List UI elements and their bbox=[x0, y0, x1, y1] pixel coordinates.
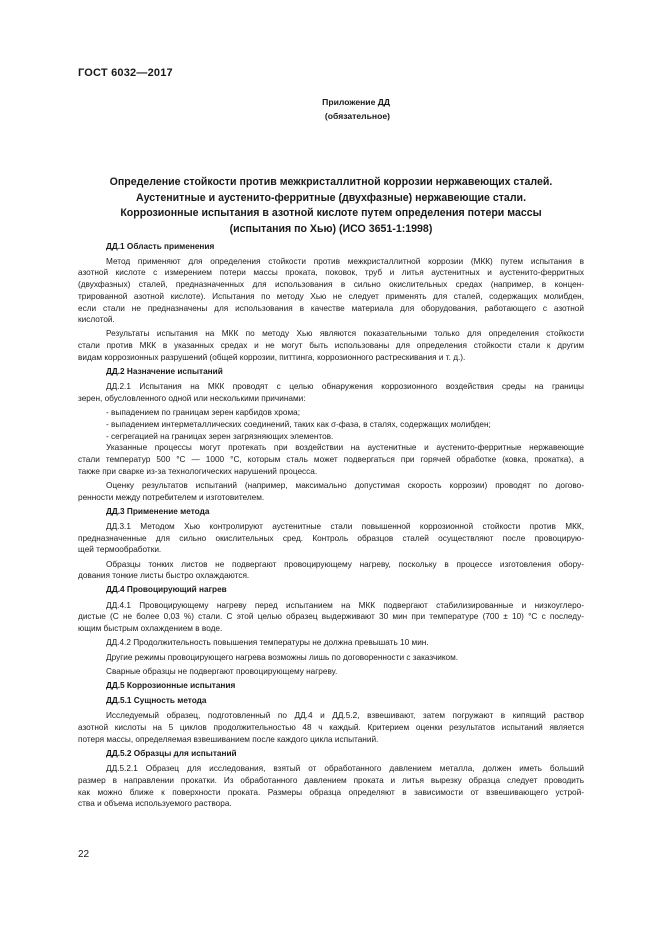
paragraph bbox=[78, 600, 584, 635]
paragraph-line: Метод применяют для определения стойкости против межкристаллитной коррозии (МКК) путем испытания в bbox=[106, 256, 584, 266]
page-number: 22 bbox=[78, 849, 90, 860]
document-title bbox=[78, 175, 584, 237]
paragraph-line: ДД.2.1 Испытания на МКК проводят с целью обнаружения коррозионного воздействия среды на границы bbox=[106, 382, 584, 392]
paragraph bbox=[78, 652, 584, 664]
paragraph-line: ства и объема используемого раствора. bbox=[78, 799, 232, 809]
paragraph bbox=[78, 559, 584, 582]
paragraph bbox=[78, 637, 584, 649]
paragraph-line: Оценку результатов испытаний (например, максимально допустимая скорость коррозии) проводят по догово- bbox=[106, 480, 584, 490]
paragraph-line: Указанные процессы могут протекать при воздействии на аустенитные и аустенито-ферритные нержавеющие bbox=[106, 443, 584, 453]
paragraph bbox=[78, 256, 584, 326]
paragraph-line: ДД.4.2 Продолжительность повышения температуры не должна превышать 10 мин. bbox=[106, 638, 429, 648]
section-heading: ДД.5 Коррозионные испытания bbox=[106, 680, 236, 690]
paragraph bbox=[78, 480, 584, 503]
paragraph-line: Образцы тонких листов не подвергают провоцирующему нагреву, поскольку в процессе изготовления обору- bbox=[106, 559, 584, 569]
paragraph-line: Исследуемый образец, подготовленный по ДД.4 и ДД.5.2, взвешивают, затем погружают в кипящий раствор bbox=[106, 711, 584, 721]
standard-header: ГОСТ 6032—2017 bbox=[78, 67, 173, 79]
title-line: Определение стойкости против межкристаллитной коррозии нержавеющих сталей. bbox=[109, 176, 553, 188]
paragraph-line: потеря массы, определяемая взвешиванием после каждого цикла испытаний. bbox=[78, 734, 379, 744]
title-line: Коррозионные испытания в азотной кислоте путем определения потери массы bbox=[120, 207, 542, 219]
paragraph-line: ДД.4.1 Провоцирующему нагреву перед испытанием на МКК подвергают стабилизированные и низкоуглеро- bbox=[106, 600, 584, 610]
paragraph bbox=[78, 666, 584, 678]
section-heading: ДД.5.2 Образцы для испытаний bbox=[106, 748, 237, 758]
paragraph-line: кислотой. bbox=[78, 315, 115, 325]
title-line: (испытания по Хью) (ИСО 3651-1:1998) bbox=[229, 222, 433, 235]
paragraph-line: Другие режимы провоцирующего нагрева возможны лишь по договоренности с заказчиком. bbox=[106, 652, 459, 662]
list-item: - сегрегацией на границах зерен загрязняющих элементов. bbox=[106, 431, 334, 441]
section-heading: ДД.5.1 Сущность метода bbox=[106, 696, 207, 706]
paragraph bbox=[78, 763, 584, 810]
paragraph-line: также при сварке из-за технологических нарушений процесса. bbox=[78, 466, 318, 476]
paragraph-line: Результаты испытания на МКК по методу Хью являются показательными только для определения стойкости bbox=[106, 329, 584, 339]
appendix-title: Приложение ДД bbox=[322, 97, 390, 107]
section-heading: ДД.3 Применение метода bbox=[106, 506, 210, 516]
paragraph-line: азотной кислоты на 5 циклов продолжительностью 48 ч каждый. Критерием оценки результатов испытаний является bbox=[78, 723, 584, 733]
paragraph-line: предназначенные для сильно окислительных сред. Контроль образцов сталей осуществляют после провоцирую- bbox=[78, 533, 584, 543]
paragraph bbox=[78, 442, 584, 477]
paragraph-line: ДД.3.1 Методом Хью контролируют аустенитные стали повышенной коррозионной стойкости против МКК, bbox=[106, 521, 584, 531]
appendix-status: (обязательное) bbox=[324, 111, 390, 121]
paragraph-line: стали против МКК в указанных средах и не могут быть использованы для определения стойкости стали к другим bbox=[78, 341, 584, 351]
paragraph-line: как можно ближе к поверхности проката. Размеры образца определяют в зависимости от взвешивающего устрой- bbox=[78, 787, 584, 797]
paragraph-line: стали температур 500 °С — 1000 °С, которым сталь может подвергаться при горячей обработке (ковка, прокатка), а bbox=[78, 454, 584, 464]
paragraph-line: дистые (С не более 0,03 %) стали. С этой целью образец выдерживают 30 мин при температуре (700 ± 10) °С с последу- bbox=[78, 612, 584, 622]
paragraph-line: дования тонкие листы быстро охлаждаются. bbox=[78, 571, 250, 581]
paragraph-line: щей термообработки. bbox=[78, 545, 162, 555]
paragraph bbox=[78, 381, 584, 404]
section-heading: ДД.2 Назначение испытаний bbox=[106, 367, 223, 377]
paragraph-line: ющим быстрым охлаждением в воде. bbox=[78, 624, 223, 634]
paragraph-line: Сварные образцы не подвергают провоцирующему нагреву. bbox=[106, 666, 338, 676]
paragraph bbox=[78, 521, 584, 556]
paragraph-line: азотной кислоте с измерением потери массы проката, поковок, труб и литья аустенитных и аустенито-ферритных bbox=[78, 268, 584, 278]
paragraph-line: видам коррозионных разрушений (общей коррозии, питтинга, коррозионного растрескивания и т. д.). bbox=[78, 352, 466, 362]
paragraph-line: трированной азотной кислоте). Испытания по методу Хью не следует применять для сталей, содержащих молибден, bbox=[78, 291, 584, 301]
section-heading: ДД.1 Область применения bbox=[106, 241, 215, 251]
list-item: - выпадением по границам зерен карбидов хрома; bbox=[106, 408, 301, 418]
paragraph-line: если стали не предназначены для использования в качестве материала для оборудования, работающего с азотной bbox=[78, 303, 584, 313]
title-line: Аустенитные и аустенито-ферритные (двухфазные) нержавеющие стали. bbox=[135, 191, 527, 204]
list-item: - выпадением интерметаллических соединений, таких как σ-фаза, в сталях, содержащих молибден; bbox=[106, 419, 491, 429]
paragraph-line: ДД.5.2.1 Образец для исследования, взятый от обработанного давлением металла, должен иметь больший bbox=[106, 764, 584, 774]
paragraph-line: (двухфазных) сталей, предназначенных для использования в сильно окислительных средах (например, в концен- bbox=[78, 280, 584, 290]
paragraph bbox=[78, 710, 584, 745]
paragraph-line: размер в направлении прокатки. Из обработанного давлением проката и литья вырезку образца следует проводить bbox=[78, 775, 584, 785]
paragraph-line: зерен, обусловленного одной или несколькими причинами: bbox=[78, 393, 306, 403]
section-heading: ДД.4 Провоцирующий нагрев bbox=[106, 585, 227, 595]
paragraph-line: ренности между потребителем и изготовителем. bbox=[78, 492, 265, 502]
paragraph bbox=[78, 328, 584, 363]
document-body bbox=[78, 238, 584, 812]
